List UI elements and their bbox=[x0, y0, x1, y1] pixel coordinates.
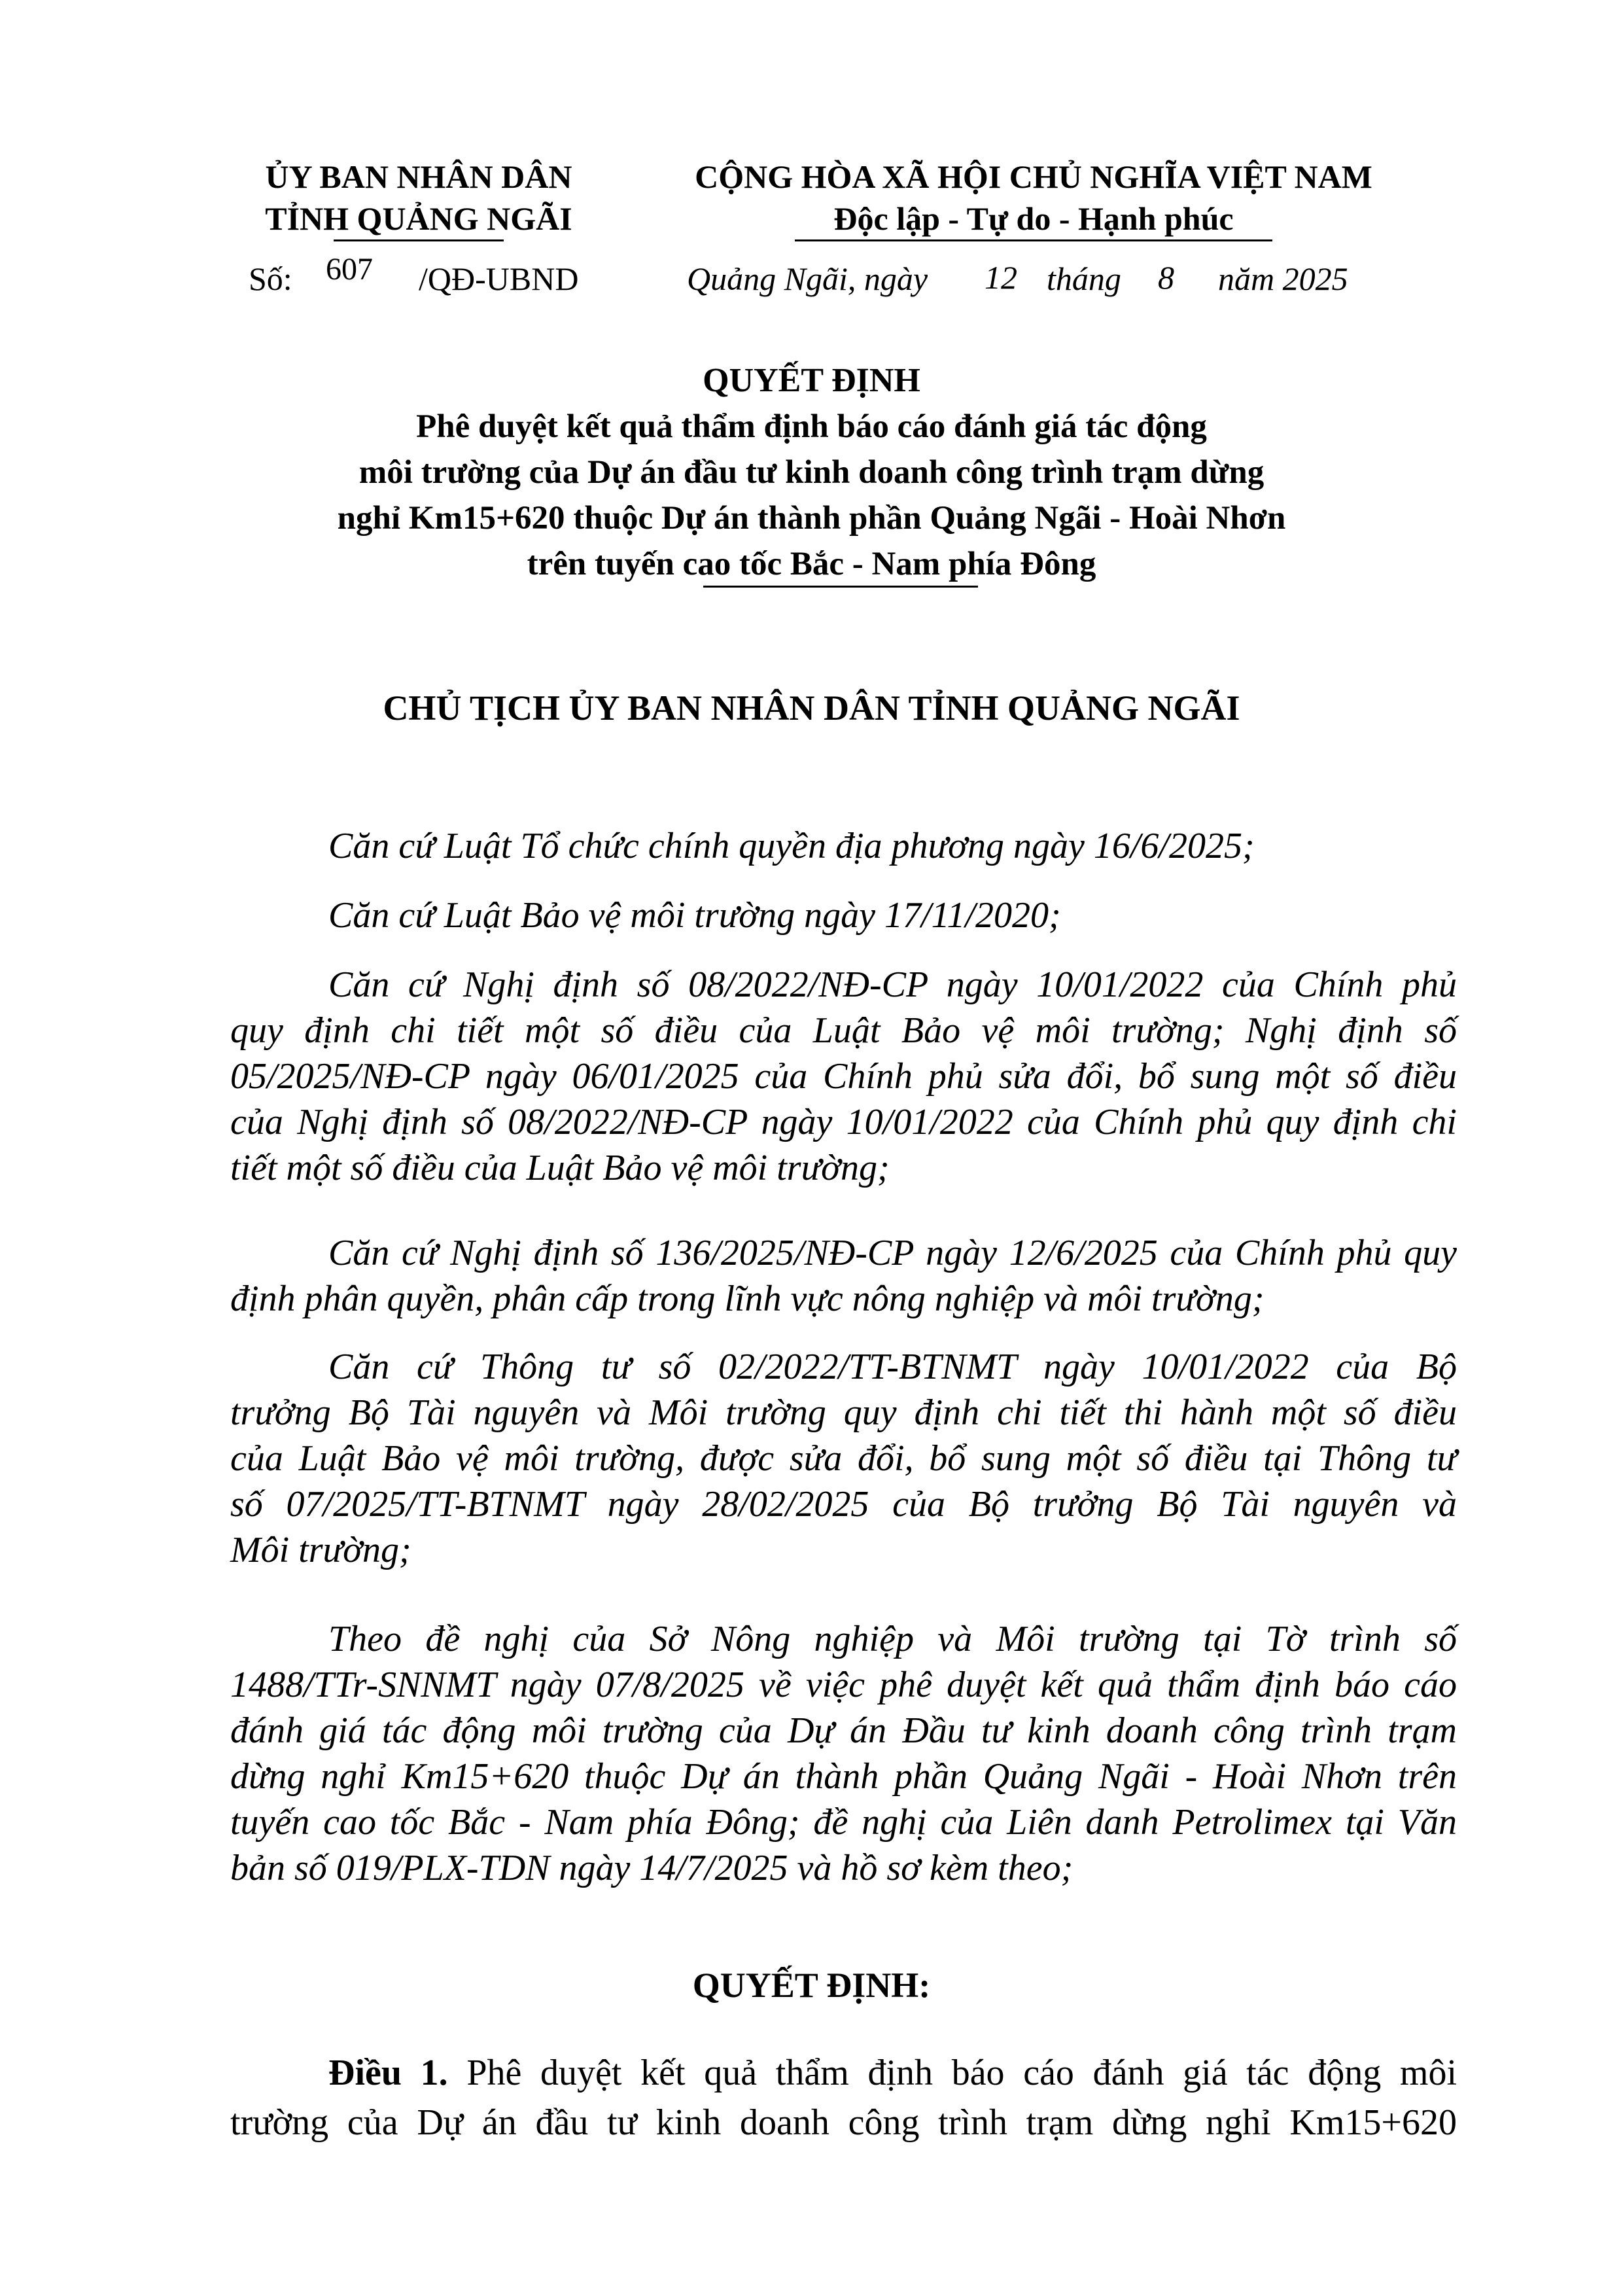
citation-6-line-5: tuyến cao tốc Bắc - Nam phía Đông; đề nghị của Liên danh Petrolimex tại Văn bbox=[230, 1802, 1457, 1843]
citation-3-line-4: của Nghị định số 08/2022/NĐ-CP ngày 10/01/2022 của Chính phủ quy định chi bbox=[230, 1102, 1457, 1142]
subject-line-3: nghỉ Km15+620 thuộc Dự án thành phần Quảng Ngãi - Hoài Nhơn bbox=[337, 500, 1286, 537]
subject-line-4: trên tuyến cao tốc Bắc - Nam phía Đông bbox=[527, 546, 1096, 582]
motto-underline bbox=[795, 239, 1272, 241]
citation-3 bbox=[230, 962, 1457, 1191]
citation-6-line-1: Theo đề nghị của Sở Nông nghiệp và Môi trường tại Tờ trình số bbox=[328, 1619, 1457, 1659]
article-1-line-1 bbox=[230, 2048, 1457, 2098]
citation-3-line-2: quy định chi tiết một số điều của Luật Bảo vệ môi trường; Nghị định số bbox=[230, 1010, 1457, 1051]
citation-5-line-4: số 07/2025/TT-BTNMT ngày 28/02/2025 của Bộ trưởng Bộ Tài nguyên và bbox=[230, 1484, 1457, 1525]
citation-5-line-5: Môi trường; bbox=[230, 1530, 411, 1570]
citation-4-line-2: định phân quyền, phân cấp trong lĩnh vực nông nghiệp và môi trường; bbox=[230, 1279, 1265, 1319]
republic-name: CỘNG HÒA XÃ HỘI CHỦ NGHĨA VIỆT NAM bbox=[695, 158, 1372, 195]
citation-2 bbox=[230, 892, 1457, 938]
citation-5-line-3: của Luật Bảo vệ môi trường, được sửa đổi, bổ sung một số điều tại Thông tư bbox=[230, 1438, 1457, 1479]
issuing-authority: CHỦ TỊCH ỦY BAN NHÂN DÂN TỈNH QUẢNG NGÃI bbox=[383, 688, 1240, 728]
date-year: năm 2025 bbox=[1218, 260, 1348, 297]
citation-1-line-1: Căn cứ Luật Tổ chức chính quyền địa phương ngày 16/6/2025; bbox=[328, 826, 1255, 866]
article-1 bbox=[230, 2048, 1457, 2147]
date-day: 12 bbox=[985, 259, 1017, 296]
subject-line-1: Phê duyệt kết quả thẩm định báo cáo đánh giá tác động bbox=[416, 408, 1207, 445]
citation-6-line-4: dừng nghỉ Km15+620 thuộc Dự án thành phần Quảng Ngãi - Hoài Nhơn trên bbox=[230, 1756, 1457, 1797]
document-number-suffix: /QĐ-UBND bbox=[419, 260, 579, 297]
article-1-line-2: trường của Dự án đầu tư kinh doanh công trình trạm dừng nghỉ Km15+620 bbox=[230, 2102, 1457, 2143]
decision-heading: QUYẾT ĐỊNH: bbox=[692, 1966, 931, 2005]
agency-name-line1: ỦY BAN NHÂN DÂN bbox=[265, 158, 572, 195]
citation-3-line-1: Căn cứ Nghị định số 08/2022/NĐ-CP ngày 10/01/2022 của Chính phủ bbox=[328, 964, 1457, 1005]
citation-3-line-5: tiết một số điều của Luật Bảo vệ môi trường; bbox=[230, 1148, 890, 1188]
title-underline bbox=[703, 586, 978, 588]
decision-title: QUYẾT ĐỊNH bbox=[703, 362, 920, 399]
citation-5-line-1: Căn cứ Thông tư số 02/2022/TT-BTNMT ngày 10/01/2022 của Bộ bbox=[328, 1347, 1457, 1387]
document-number-prefix: Số: bbox=[249, 260, 292, 297]
agency-name-line2: TỈNH QUẢNG NGÃI bbox=[265, 200, 572, 237]
citation-4 bbox=[230, 1230, 1457, 1322]
citation-6-line-6: bản số 019/PLX-TDN ngày 14/7/2025 và hồ sơ kèm theo; bbox=[230, 1848, 1073, 1888]
citation-6-line-2: 1488/TTr-SNNMT ngày 07/8/2025 về việc phê duyệt kết quả thẩm định báo cáo bbox=[230, 1665, 1457, 1705]
date-month-label: tháng bbox=[1047, 260, 1121, 297]
citation-5-line-2: trưởng Bộ Tài nguyên và Môi trường quy định chi tiết thi hành một số điều bbox=[230, 1392, 1457, 1433]
date-place: Quảng Ngãi, ngày bbox=[687, 260, 928, 297]
citation-2-line-1: Căn cứ Luật Bảo vệ môi trường ngày 17/11/2020; bbox=[328, 895, 1061, 936]
agency-underline bbox=[334, 239, 504, 241]
citation-6-line-3: đánh giá tác động môi trường của Dự án Đầu tư kinh doanh công trình trạm bbox=[230, 1710, 1457, 1751]
date-month: 8 bbox=[1158, 259, 1174, 296]
subject-line-2: môi trường của Dự án đầu tư kinh doanh công trình trạm dừng bbox=[358, 454, 1265, 491]
citation-1 bbox=[230, 823, 1457, 869]
national-motto: Độc lập - Tự do - Hạnh phúc bbox=[833, 200, 1234, 237]
citation-6 bbox=[230, 1616, 1457, 1891]
citation-5 bbox=[230, 1344, 1457, 1573]
citation-3-line-3: 05/2025/NĐ-CP ngày 06/01/2025 của Chính phủ sửa đổi, bổ sung một số điều bbox=[230, 1056, 1457, 1097]
citation-4-line-1: Căn cứ Nghị định số 136/2025/NĐ-CP ngày 12/6/2025 của Chính phủ quy bbox=[328, 1233, 1457, 1273]
article-1-label: Điều 1. bbox=[328, 2053, 448, 2093]
document-number-value: 607 bbox=[326, 252, 373, 287]
article-1-line-1-text: Phê duyệt kết quả thẩm định báo cáo đánh giá tác động môi bbox=[466, 2053, 1457, 2093]
